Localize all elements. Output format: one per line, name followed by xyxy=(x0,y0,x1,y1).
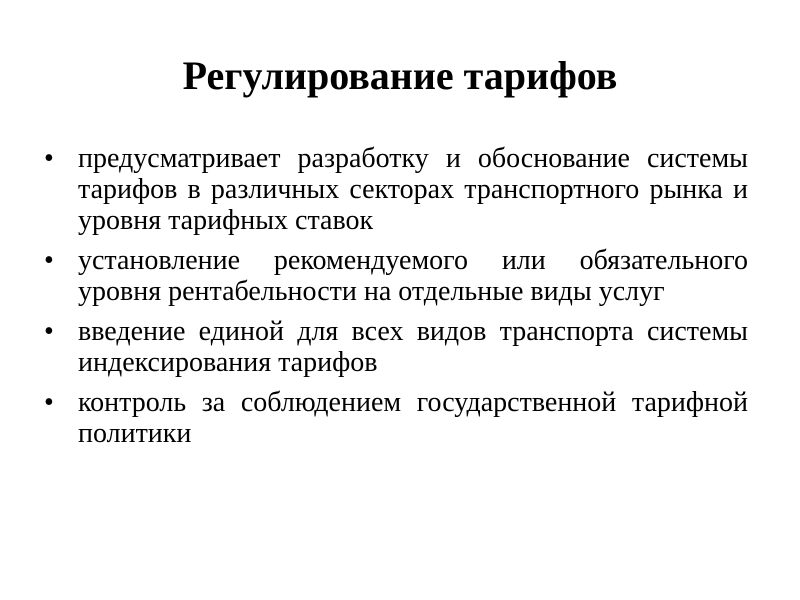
bullet-icon: • xyxy=(44,143,54,174)
bullet-icon: • xyxy=(44,245,54,276)
bullet-item xyxy=(44,143,748,236)
slide-title: Регулирование тарифов xyxy=(182,53,618,98)
bullet-text: введение единой для всех видов транспорта системы индексирования тарифов xyxy=(78,316,748,378)
bullet-text: установление рекомендуемого или обязательного уровня рентабельности на отдельные виды услуг xyxy=(78,245,748,307)
bullet-item xyxy=(44,387,748,449)
bullet-text: контроль за соблюдением государственной тарифной политики xyxy=(78,387,748,449)
bullet-item xyxy=(44,245,748,307)
bullet-icon: • xyxy=(44,316,54,347)
bullet-item xyxy=(44,316,748,378)
bullet-icon: • xyxy=(44,387,54,418)
bullet-list xyxy=(44,143,748,458)
bullet-text: предусматривает разработку и обоснование системы тарифов в различных секторах транспортного рынка и уровня тарифных ставок xyxy=(78,143,748,236)
